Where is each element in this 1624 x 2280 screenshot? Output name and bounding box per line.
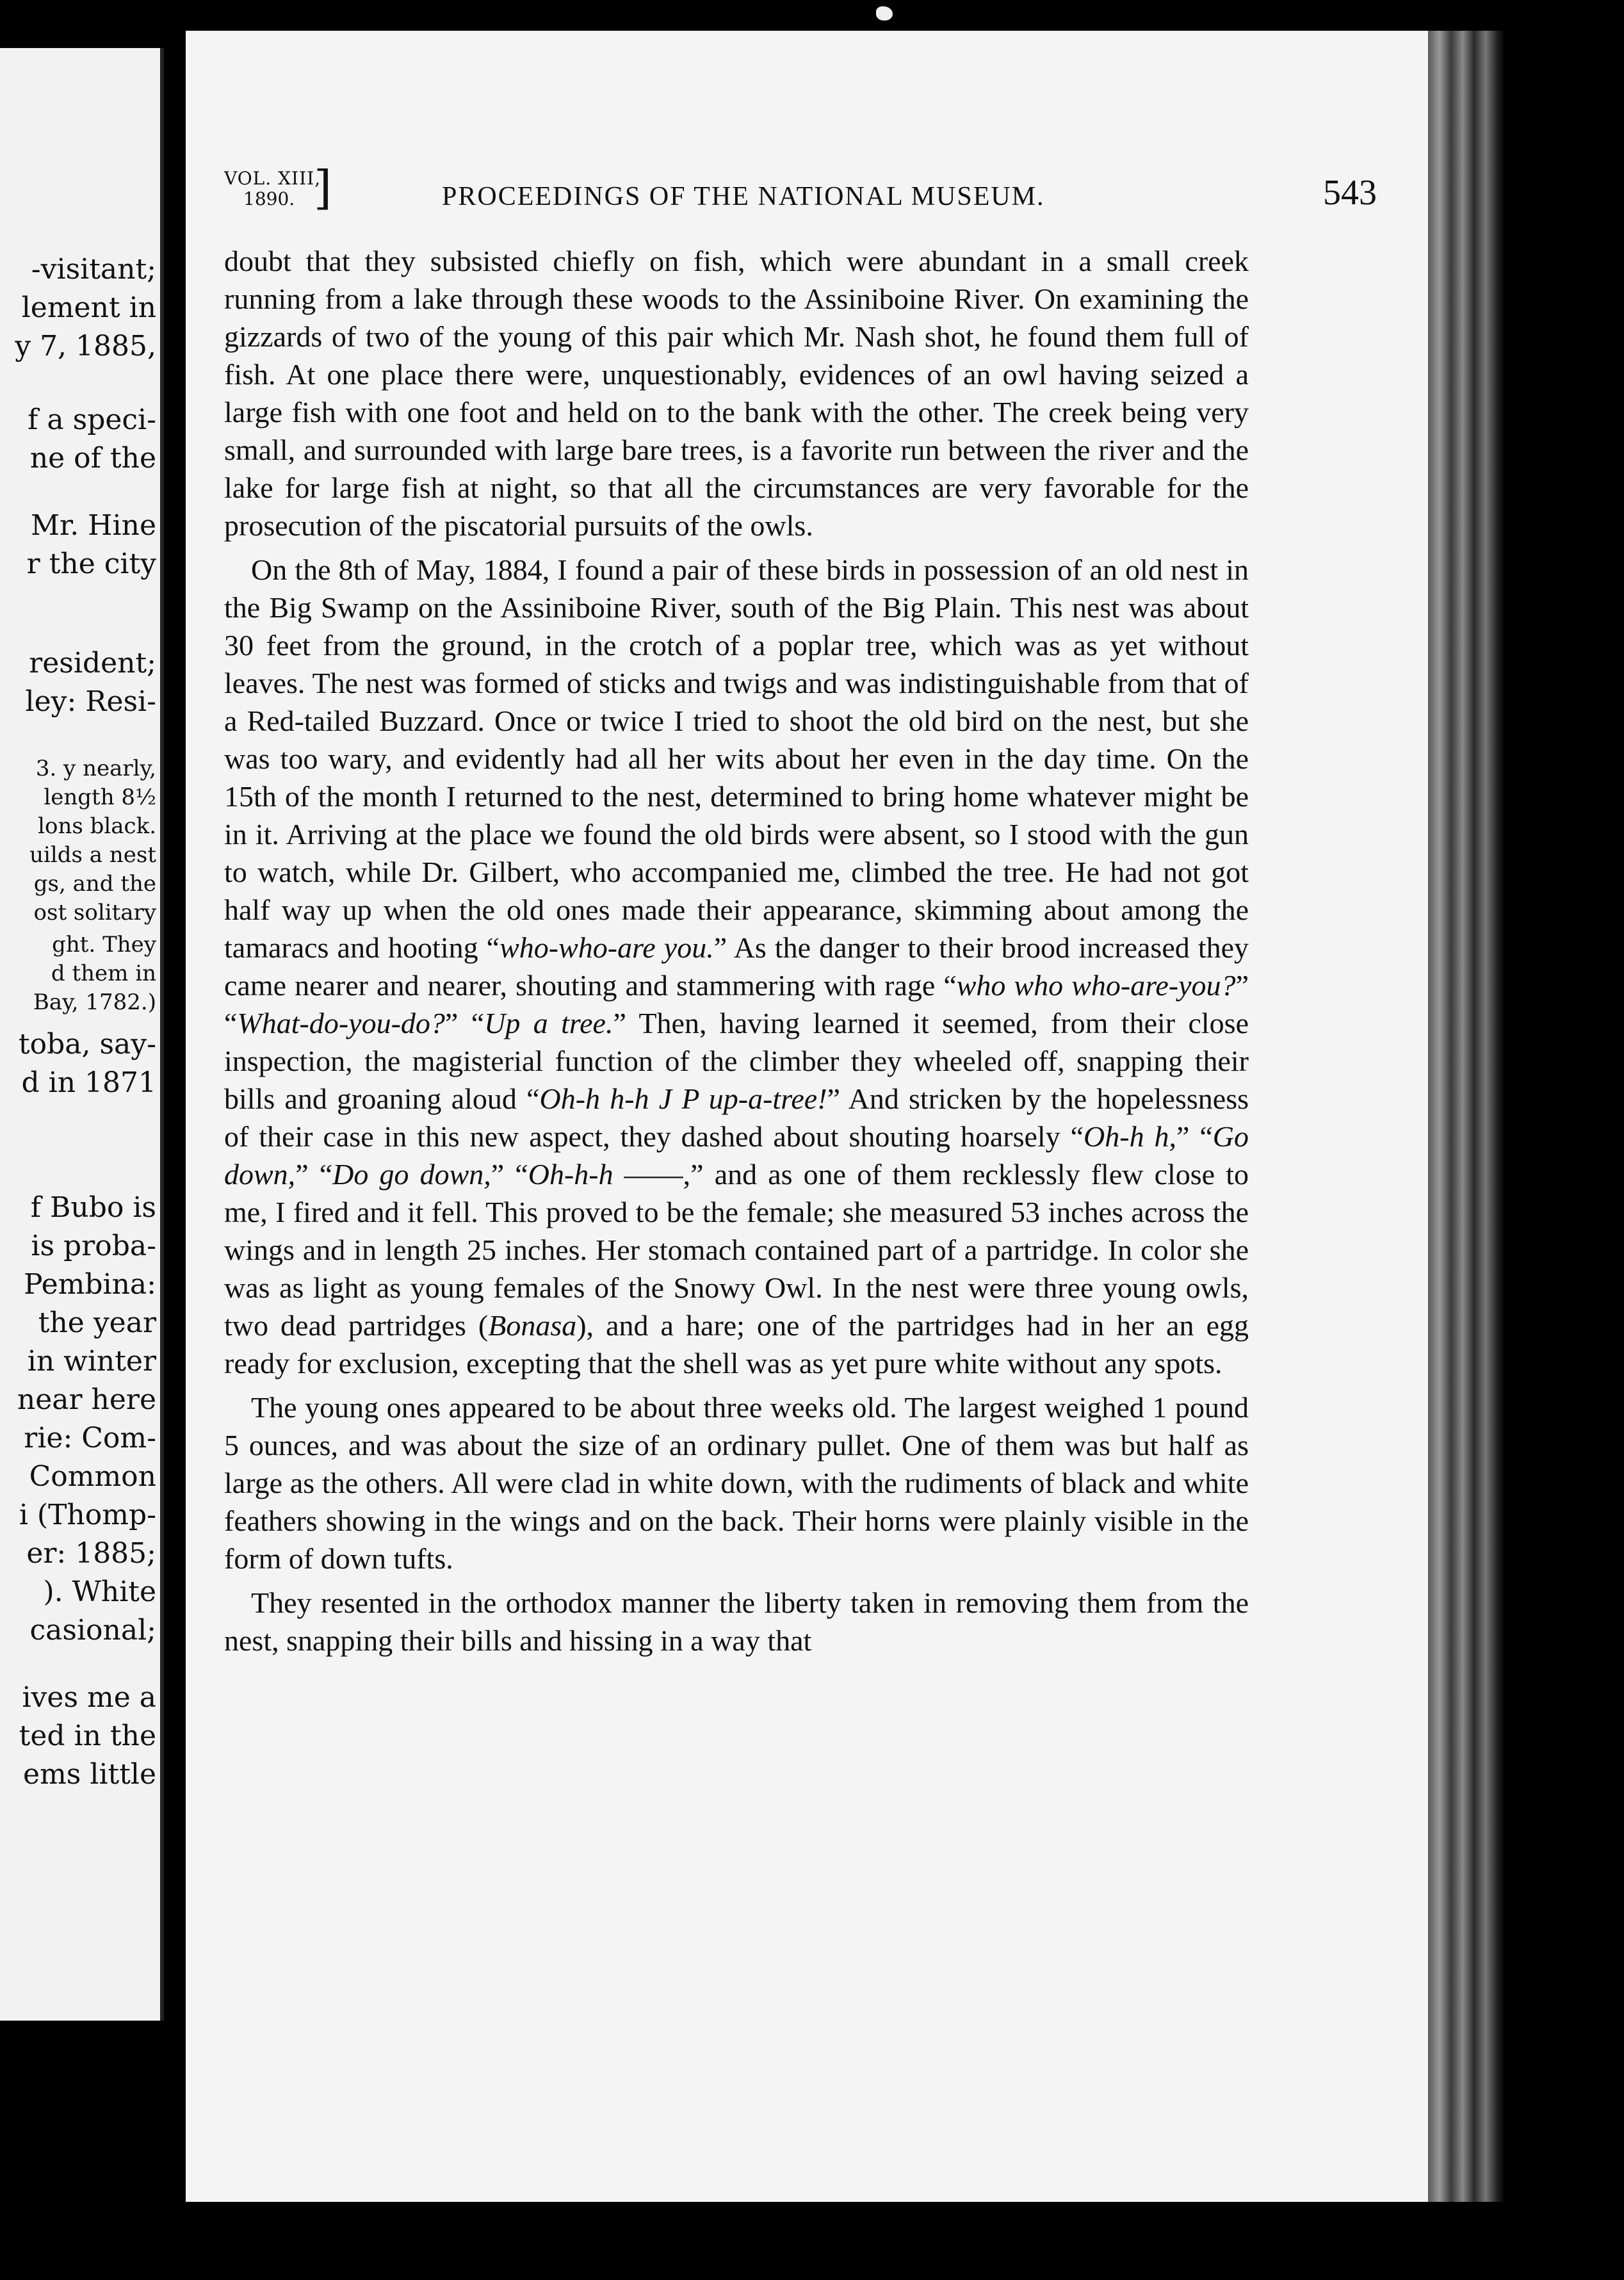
page-number: 543: [1323, 173, 1377, 213]
left-page-line: Common: [29, 1460, 156, 1493]
page-edge: [1428, 31, 1505, 2202]
left-page-line: ne of the: [29, 442, 156, 475]
page-header: [224, 161, 1422, 239]
volume-year: 1890.: [243, 188, 295, 209]
journal-title: PROCEEDINGS OF THE NATIONAL MUSEUM.: [442, 182, 1045, 211]
left-page-line: r the city: [26, 548, 156, 580]
left-page-line: lement in: [21, 291, 156, 324]
left-page-line: i (Thomp-: [19, 1499, 156, 1531]
left-page-line: uilds a nest: [29, 842, 156, 868]
left-page-line: -visitant;: [31, 253, 156, 286]
left-page-line: resident;: [29, 647, 156, 680]
volume-info: [224, 161, 339, 232]
left-page-line: ted in the: [19, 1720, 156, 1752]
left-page-line: f Bubo is: [30, 1191, 156, 1224]
paragraph-4: They resented in the orthodox manner the liberty taken in removing them from the nest, snapping their bills and hissing in a way that: [224, 1586, 1249, 1657]
left-page-line: gs, and the: [33, 871, 156, 897]
left-page-fragment: [0, 48, 164, 2021]
left-page-line: ost solitary: [33, 900, 156, 925]
left-page-line: er: 1885;: [26, 1537, 156, 1570]
left-page-line: d in 1871: [21, 1066, 156, 1099]
left-page-line: ). White: [43, 1576, 156, 1608]
left-page-line: ght. They: [52, 932, 156, 957]
left-page-line: ems little: [23, 1758, 156, 1791]
left-page-line: Bay, 1782.): [33, 989, 156, 1015]
left-page-line: d them in: [51, 961, 156, 986]
ink-mark: [876, 6, 893, 20]
left-page-line: is proba-: [31, 1230, 156, 1262]
left-page-line: in winter: [27, 1345, 156, 1378]
left-page-line: near here: [17, 1383, 156, 1416]
body-text: [224, 242, 1249, 1666]
left-page-line: Mr. Hine: [30, 509, 156, 542]
paragraph-3: The young ones appeared to be about three weeks old. The largest weighed 1 pound 5 ounces, and was about the size of an ordinary pullet. One of them was but half as large as the others. All were clad in white down, with the rudiments of black and white feathers showing in the wings and on the back. Their horns were plainly visible in the form of down tufts.: [224, 1391, 1249, 1575]
left-page-line: the year: [38, 1307, 156, 1339]
left-page-line: f a speci-: [28, 403, 156, 436]
paragraph-2: On the 8th of May, 1884, I found a pair of these birds in possession of an old nest in the Big Swamp on the Assiniboine River, south of the Big Plain. This nest was about 30 feet from the ground, in the crotch of a poplar tree, which was as yet without leaves. The nest was formed of sticks and twigs and was indistinguishable from that of a Red-tailed Buzzard. Once or twice I tried to shoot the old bird on the nest, but she was too wary, and evidently had all her wits about her even in the day time. On the 15th of the month I returned to the nest, determined to bring home whatever might be in it. Arriving at the place we found the old birds were absent, so I stood with the gun to watch, while Dr. Gilbert, who accompanied me, climbed the tree. He had not got half way up when the old ones made their appearance, skimming about among the tamaracs and hooting “who-who-are you.” As the danger to their brood increased they came nearer and nearer, shouting and stammering with rage “who who who-are-you?” “What-do-you-do?” “Up a tree.” Then, having learned it seemed, from their close inspection, the magisterial function of the climber they wheeled off, snapping their bills and groaning aloud “Oh-h h-h J P up-a-tree!” And stricken by the hopelessness of their case in this new aspect, they dashed about shouting hoarsely “Oh-h h,” “Go down,” “Do go down,” “Oh-h-h ——,” and as one of them recklessly flew close to me, I fired and it fell. This proved to be the female; she measured 53 inches across the wings and in length 25 inches. Her stomach contained part of a partridge. In color she was as light as young females of the Snowy Owl. In the nest were three young owls, two dead partridges (Bonasa), and a hare; one of the partridges had in her an egg ready for exclusion, excepting that the shell was as yet pure white without any spots.: [224, 553, 1249, 1380]
left-page-line: length 8½: [44, 785, 156, 810]
left-page-line: toba, say-: [18, 1028, 156, 1061]
left-page-line: lons black.: [38, 813, 156, 839]
left-page-line: casional;: [29, 1614, 156, 1647]
left-page-line: y 7, 1885,: [15, 330, 156, 362]
main-page: [186, 31, 1441, 2202]
left-page-line: rie: Com-: [24, 1422, 156, 1454]
bracket: ]: [314, 161, 332, 215]
left-page-line: ley: Resi-: [25, 685, 156, 718]
volume-number: VOL. XIII,: [224, 168, 321, 189]
left-page-line: ives me a: [22, 1681, 156, 1714]
left-page-line: 3. y nearly,: [35, 756, 156, 781]
paragraph-1: doubt that they subsisted chiefly on fish, which were abundant in a small creek running from a lake through these woods to the Assiniboine River. On examining the gizzards of two of the young of this pair which Mr. Nash shot, he found them full of fish. At one place there were, unquestionably, evidences of an owl having seized a large fish with one foot and held on to the bank with the other. The creek being very small, and surrounded with large bare trees, is a favorite run between the river and the lake for large fish at night, so that all the circumstances are very favorable for the prosecution of the piscatorial pursuits of the owls.: [224, 245, 1249, 542]
left-page-line: Pembina:: [23, 1268, 156, 1301]
